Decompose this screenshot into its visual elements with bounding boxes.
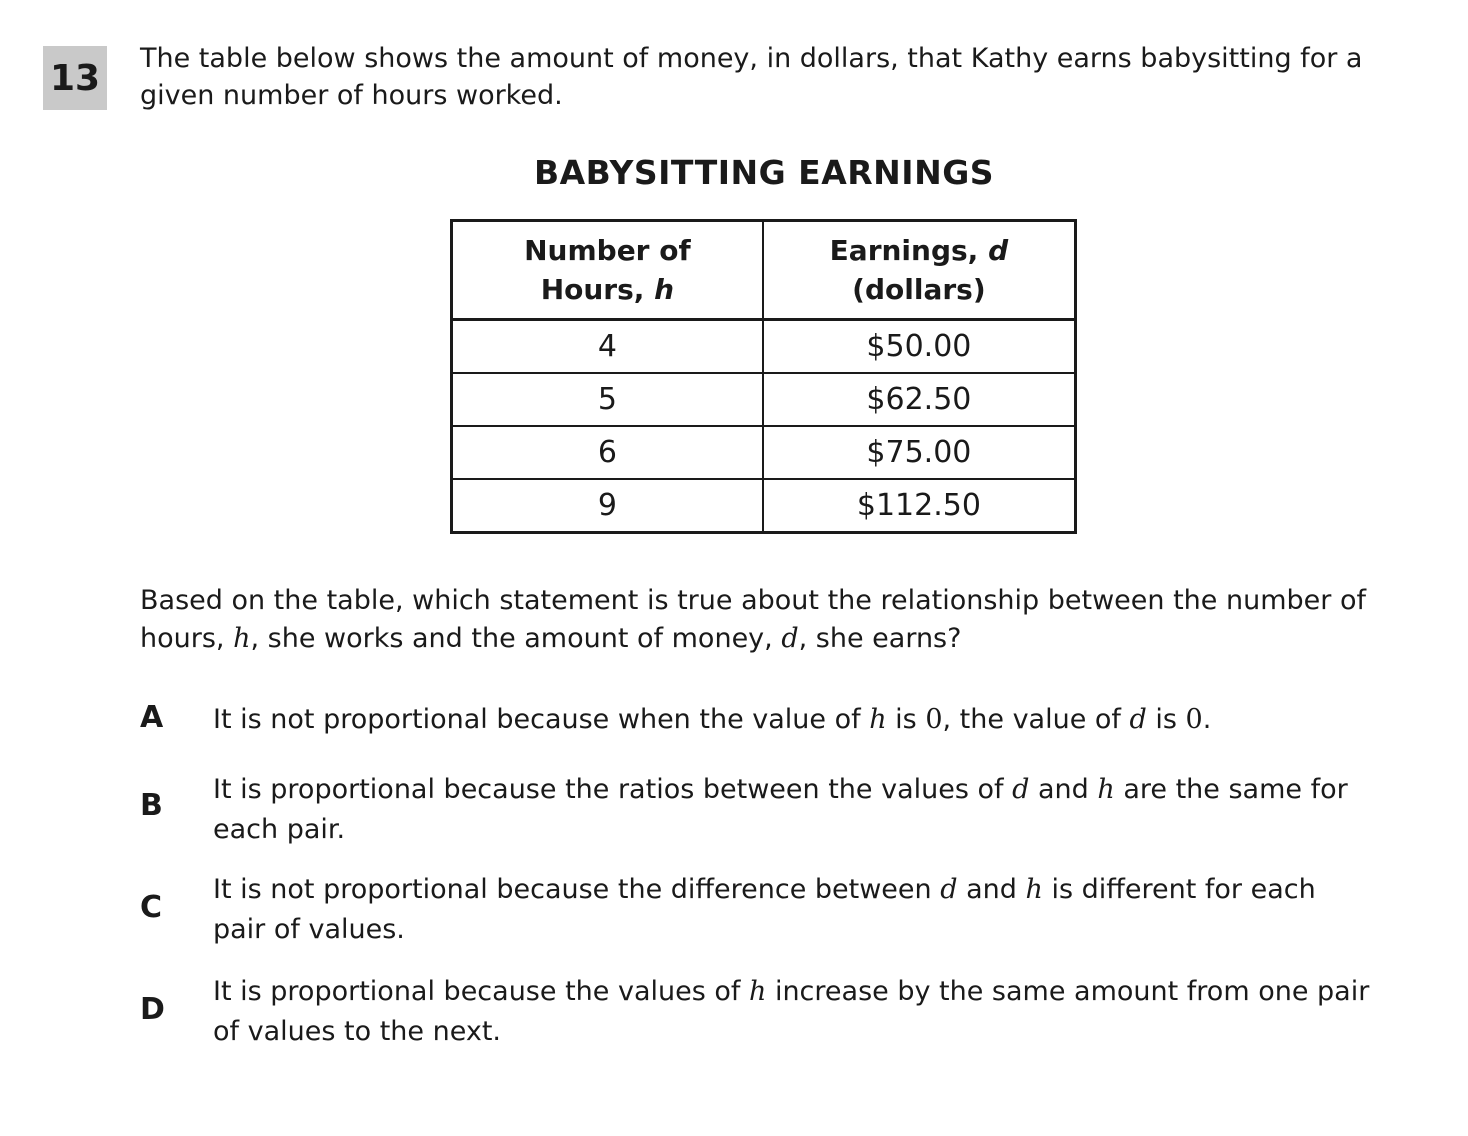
- earnings-table: [450, 219, 1077, 534]
- hours-column-header: [452, 221, 763, 320]
- choice-a-text-1: It is not proportional because when the value of: [213, 704, 870, 735]
- choice-a-text-3: , the value of: [942, 704, 1130, 735]
- earnings-cell: $50.00: [763, 320, 1076, 374]
- choice-c-var-d: d: [940, 874, 958, 905]
- earnings-header-line2: (dollars): [852, 273, 986, 306]
- choice-b-var-h: h: [1097, 774, 1115, 805]
- choice-letter-d: D: [140, 992, 165, 1027]
- choice-b-text-2: and: [1029, 774, 1098, 805]
- choice-letter-c: C: [140, 890, 163, 925]
- question-stem: [140, 582, 1440, 658]
- choice-a-var-d: d: [1129, 704, 1147, 735]
- choice-text-b: [213, 770, 1373, 850]
- table-row: [452, 479, 1076, 533]
- stem-text-3: , she earns?: [798, 623, 962, 654]
- choice-c-var-h: h: [1025, 874, 1043, 905]
- hours-header-line2: Hours,: [540, 273, 655, 306]
- hours-cell: 4: [452, 320, 763, 374]
- hours-cell: 6: [452, 426, 763, 479]
- choice-a-text-4: is: [1146, 704, 1186, 735]
- choice-a-zero-2: 0: [1185, 704, 1203, 735]
- stem-text-1: Based on the table, which statement is true about the relationship between the number of hours,: [140, 585, 1366, 654]
- table-header-row: [452, 221, 1076, 320]
- choice-text-d: [213, 972, 1373, 1052]
- earnings-cell: $112.50: [763, 479, 1076, 533]
- choice-d-text-2: increase by the same amount from one pair of values to the next.: [213, 976, 1370, 1047]
- table-row: [452, 426, 1076, 479]
- choice-c-text-2: and: [957, 874, 1026, 905]
- choice-text-a: [213, 700, 1373, 740]
- choice-c-text-1: It is not proportional because the difference between: [213, 874, 941, 905]
- choice-d-text-1: It is proportional because the values of: [213, 976, 749, 1007]
- question-number-badge: [43, 46, 107, 110]
- hours-header-variable: h: [654, 273, 675, 306]
- choice-b-text-1: It is proportional because the ratios between the values of: [213, 774, 1013, 805]
- earnings-cell: $62.50: [763, 373, 1076, 426]
- choice-text-c: [213, 870, 1373, 950]
- table-row: [452, 373, 1076, 426]
- choice-a-zero-1: 0: [925, 704, 943, 735]
- earnings-cell: $75.00: [763, 426, 1076, 479]
- earnings-column-header: [763, 221, 1076, 320]
- question-number: 13: [49, 57, 101, 99]
- stem-text-2: , she works and the amount of money,: [250, 623, 782, 654]
- choice-letter-a: A: [140, 700, 164, 735]
- choice-a-text-2: is: [886, 704, 926, 735]
- stem-var-h: h: [233, 623, 251, 654]
- stem-var-d: d: [781, 623, 799, 654]
- hours-cell: 9: [452, 479, 763, 533]
- table-title: BABYSITTING EARNINGS: [533, 153, 995, 192]
- hours-header-line1: Number of: [524, 234, 691, 267]
- choice-b-var-d: d: [1012, 774, 1030, 805]
- choice-c-text-3: is different for each pair of values.: [213, 874, 1316, 945]
- earnings-header-line1: Earnings,: [829, 234, 989, 267]
- choice-letter-b: B: [140, 788, 163, 823]
- choice-d-var-h: h: [748, 976, 767, 1007]
- earnings-header-variable: d: [988, 234, 1009, 267]
- question-prompt: The table below shows the amount of money, in dollars, that Kathy earns babysitting for a given number of hours worked.: [140, 43, 1363, 111]
- hours-cell: 5: [452, 373, 763, 426]
- choice-a-var-h: h: [869, 704, 887, 735]
- table-row: [452, 320, 1076, 374]
- choice-a-text-5: .: [1202, 704, 1212, 735]
- choice-b-text-3: are the same for each pair.: [213, 774, 1348, 845]
